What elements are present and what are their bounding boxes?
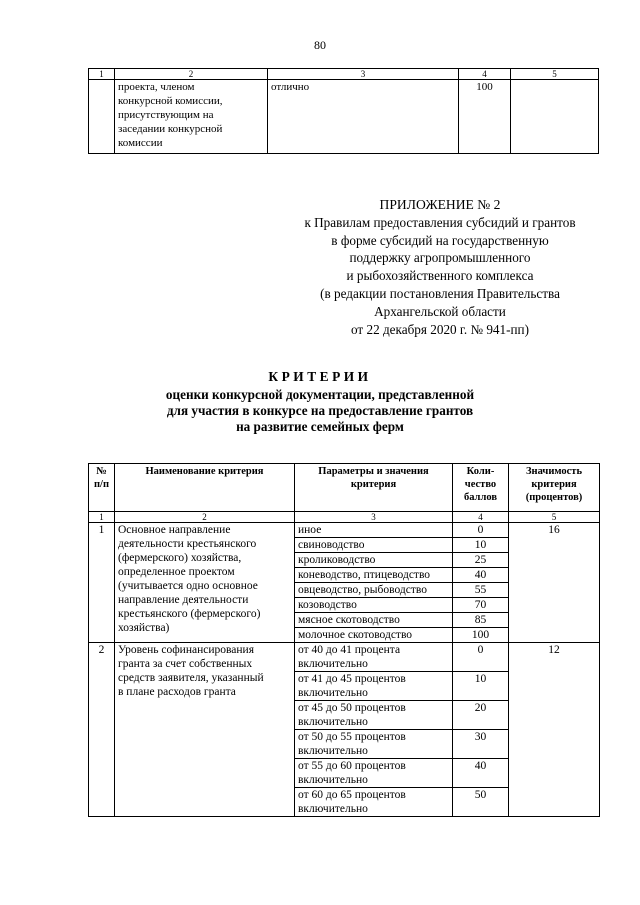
column-number: 2 xyxy=(115,512,295,523)
weight-value: 16 xyxy=(509,523,600,643)
param-label: мясное скотоводство xyxy=(295,613,453,628)
points-value: 55 xyxy=(453,583,509,598)
criteria-body xyxy=(89,523,600,817)
criterion-name-line: Уровень софинансирования xyxy=(118,644,254,656)
table-row xyxy=(89,523,600,538)
appendix-line: в форме субсидий на государственную xyxy=(331,232,549,248)
param-label: свиноводство xyxy=(295,538,453,553)
column-number: 4 xyxy=(459,69,511,80)
column-number: 4 xyxy=(453,512,509,523)
points-value: 100 xyxy=(459,80,511,154)
criterion-name xyxy=(115,643,295,817)
points-value: 20 xyxy=(453,701,509,730)
column-number: 3 xyxy=(295,512,453,523)
param-label: кролиководство xyxy=(295,553,453,568)
column-number: 2 xyxy=(115,69,268,80)
points-value: 50 xyxy=(453,788,509,817)
appendix-title: ПРИЛОЖЕНИЕ № 2 xyxy=(379,197,501,212)
criterion-name-line: (учитывается одно основное xyxy=(118,580,258,592)
appendix-line: (в редакции постановления Правительства xyxy=(320,285,560,301)
table-row xyxy=(89,80,599,154)
param-label: от 40 до 41 процента включительно xyxy=(295,643,453,672)
table-row xyxy=(89,643,600,672)
criterion-name-line: хозяйства) xyxy=(118,622,170,634)
document-title: КРИТЕРИИ xyxy=(268,369,372,384)
row-number xyxy=(89,80,115,154)
subtitle-line: оценки конкурсной документации, представленной xyxy=(165,387,475,402)
points-value: 0 xyxy=(453,643,509,672)
criterion-name-line: Основное направление xyxy=(118,524,231,536)
document-subtitle xyxy=(0,387,640,435)
param-label: молочное скотоводство xyxy=(295,628,453,643)
param-label: овцеводство, рыбоводство xyxy=(295,583,453,598)
points-value: 40 xyxy=(453,568,509,583)
criterion-name-line: направление деятельности xyxy=(118,594,249,606)
criteria-table xyxy=(88,463,600,817)
weight-value: 12 xyxy=(509,643,600,817)
param-label: от 45 до 50 процентов включительно xyxy=(295,701,453,730)
criterion-name-line: деятельности крестьянского xyxy=(118,538,257,550)
row-number: 1 xyxy=(89,523,115,643)
header-points: Коли- чество баллов xyxy=(453,464,509,512)
points-value: 100 xyxy=(453,628,509,643)
points-value: 70 xyxy=(453,598,509,613)
subtitle-line: на развитие семейных ферм xyxy=(236,419,404,434)
points-value: 85 xyxy=(453,613,509,628)
header-num: № п/п xyxy=(89,464,115,512)
param-label: коневодство, птицеводство xyxy=(295,568,453,583)
criterion-name-line: гранта за счет собственных xyxy=(118,658,253,670)
appendix-line: и рыбохозяйственного комплекса xyxy=(346,268,534,284)
column-number: 5 xyxy=(511,69,599,80)
page-number: 80 xyxy=(314,38,326,52)
param-label: козоводство xyxy=(295,598,453,613)
points-value: 40 xyxy=(453,759,509,788)
criterion-name-line: в плане расходов гранта xyxy=(118,686,236,698)
param-label: от 60 до 65 процентов включительно xyxy=(295,788,453,817)
points-value: 10 xyxy=(453,672,509,701)
header-weight: Значимость критерия (процентов) xyxy=(509,464,600,512)
appendix-line: от 22 декабря 2020 г. № 941-пп) xyxy=(351,321,529,337)
criterion-name xyxy=(115,523,295,643)
continuation-table xyxy=(88,68,599,154)
param-label: от 50 до 55 процентов включительно xyxy=(295,730,453,759)
row-number: 2 xyxy=(89,643,115,817)
appendix-heading xyxy=(260,196,620,338)
points-value: 10 xyxy=(453,538,509,553)
criterion-name-line: (фермерского) хозяйства, xyxy=(118,552,242,564)
column-number: 3 xyxy=(268,69,459,80)
appendix-line: к Правилам предоставления субсидий и грантов xyxy=(304,214,576,230)
points-value: 0 xyxy=(453,523,509,538)
column-number-row xyxy=(89,512,600,523)
appendix-line: Архангельской области xyxy=(374,303,506,319)
param-label: от 41 до 45 процентов включительно xyxy=(295,672,453,701)
points-value: 30 xyxy=(453,730,509,759)
column-number-row xyxy=(89,69,599,80)
header-params: Параметры и значения критерия xyxy=(295,464,453,512)
criterion-param: отлично xyxy=(268,80,459,154)
criterion-name-line: средств заявителя, указанный xyxy=(118,672,264,684)
appendix-line: поддержку агропромышленного xyxy=(349,250,531,266)
column-number: 1 xyxy=(89,69,115,80)
subtitle-line: для участия в конкурсе на предоставление грантов xyxy=(166,403,474,418)
criterion-name-line: крестьянского (фермерского) xyxy=(118,608,261,620)
points-value: 25 xyxy=(453,553,509,568)
column-number: 5 xyxy=(509,512,600,523)
header-name: Наименование критерия xyxy=(115,464,295,512)
criterion-name: проекта, членом конкурсной комиссии, присутствующим на заседании конкурсной комиссии xyxy=(115,80,268,154)
param-label: иное xyxy=(295,523,453,538)
criterion-name-line: определенное проектом xyxy=(118,566,235,578)
param-label: от 55 до 60 процентов включительно xyxy=(295,759,453,788)
header-row xyxy=(89,464,600,512)
weight-value xyxy=(511,80,599,154)
column-number: 1 xyxy=(89,512,115,523)
